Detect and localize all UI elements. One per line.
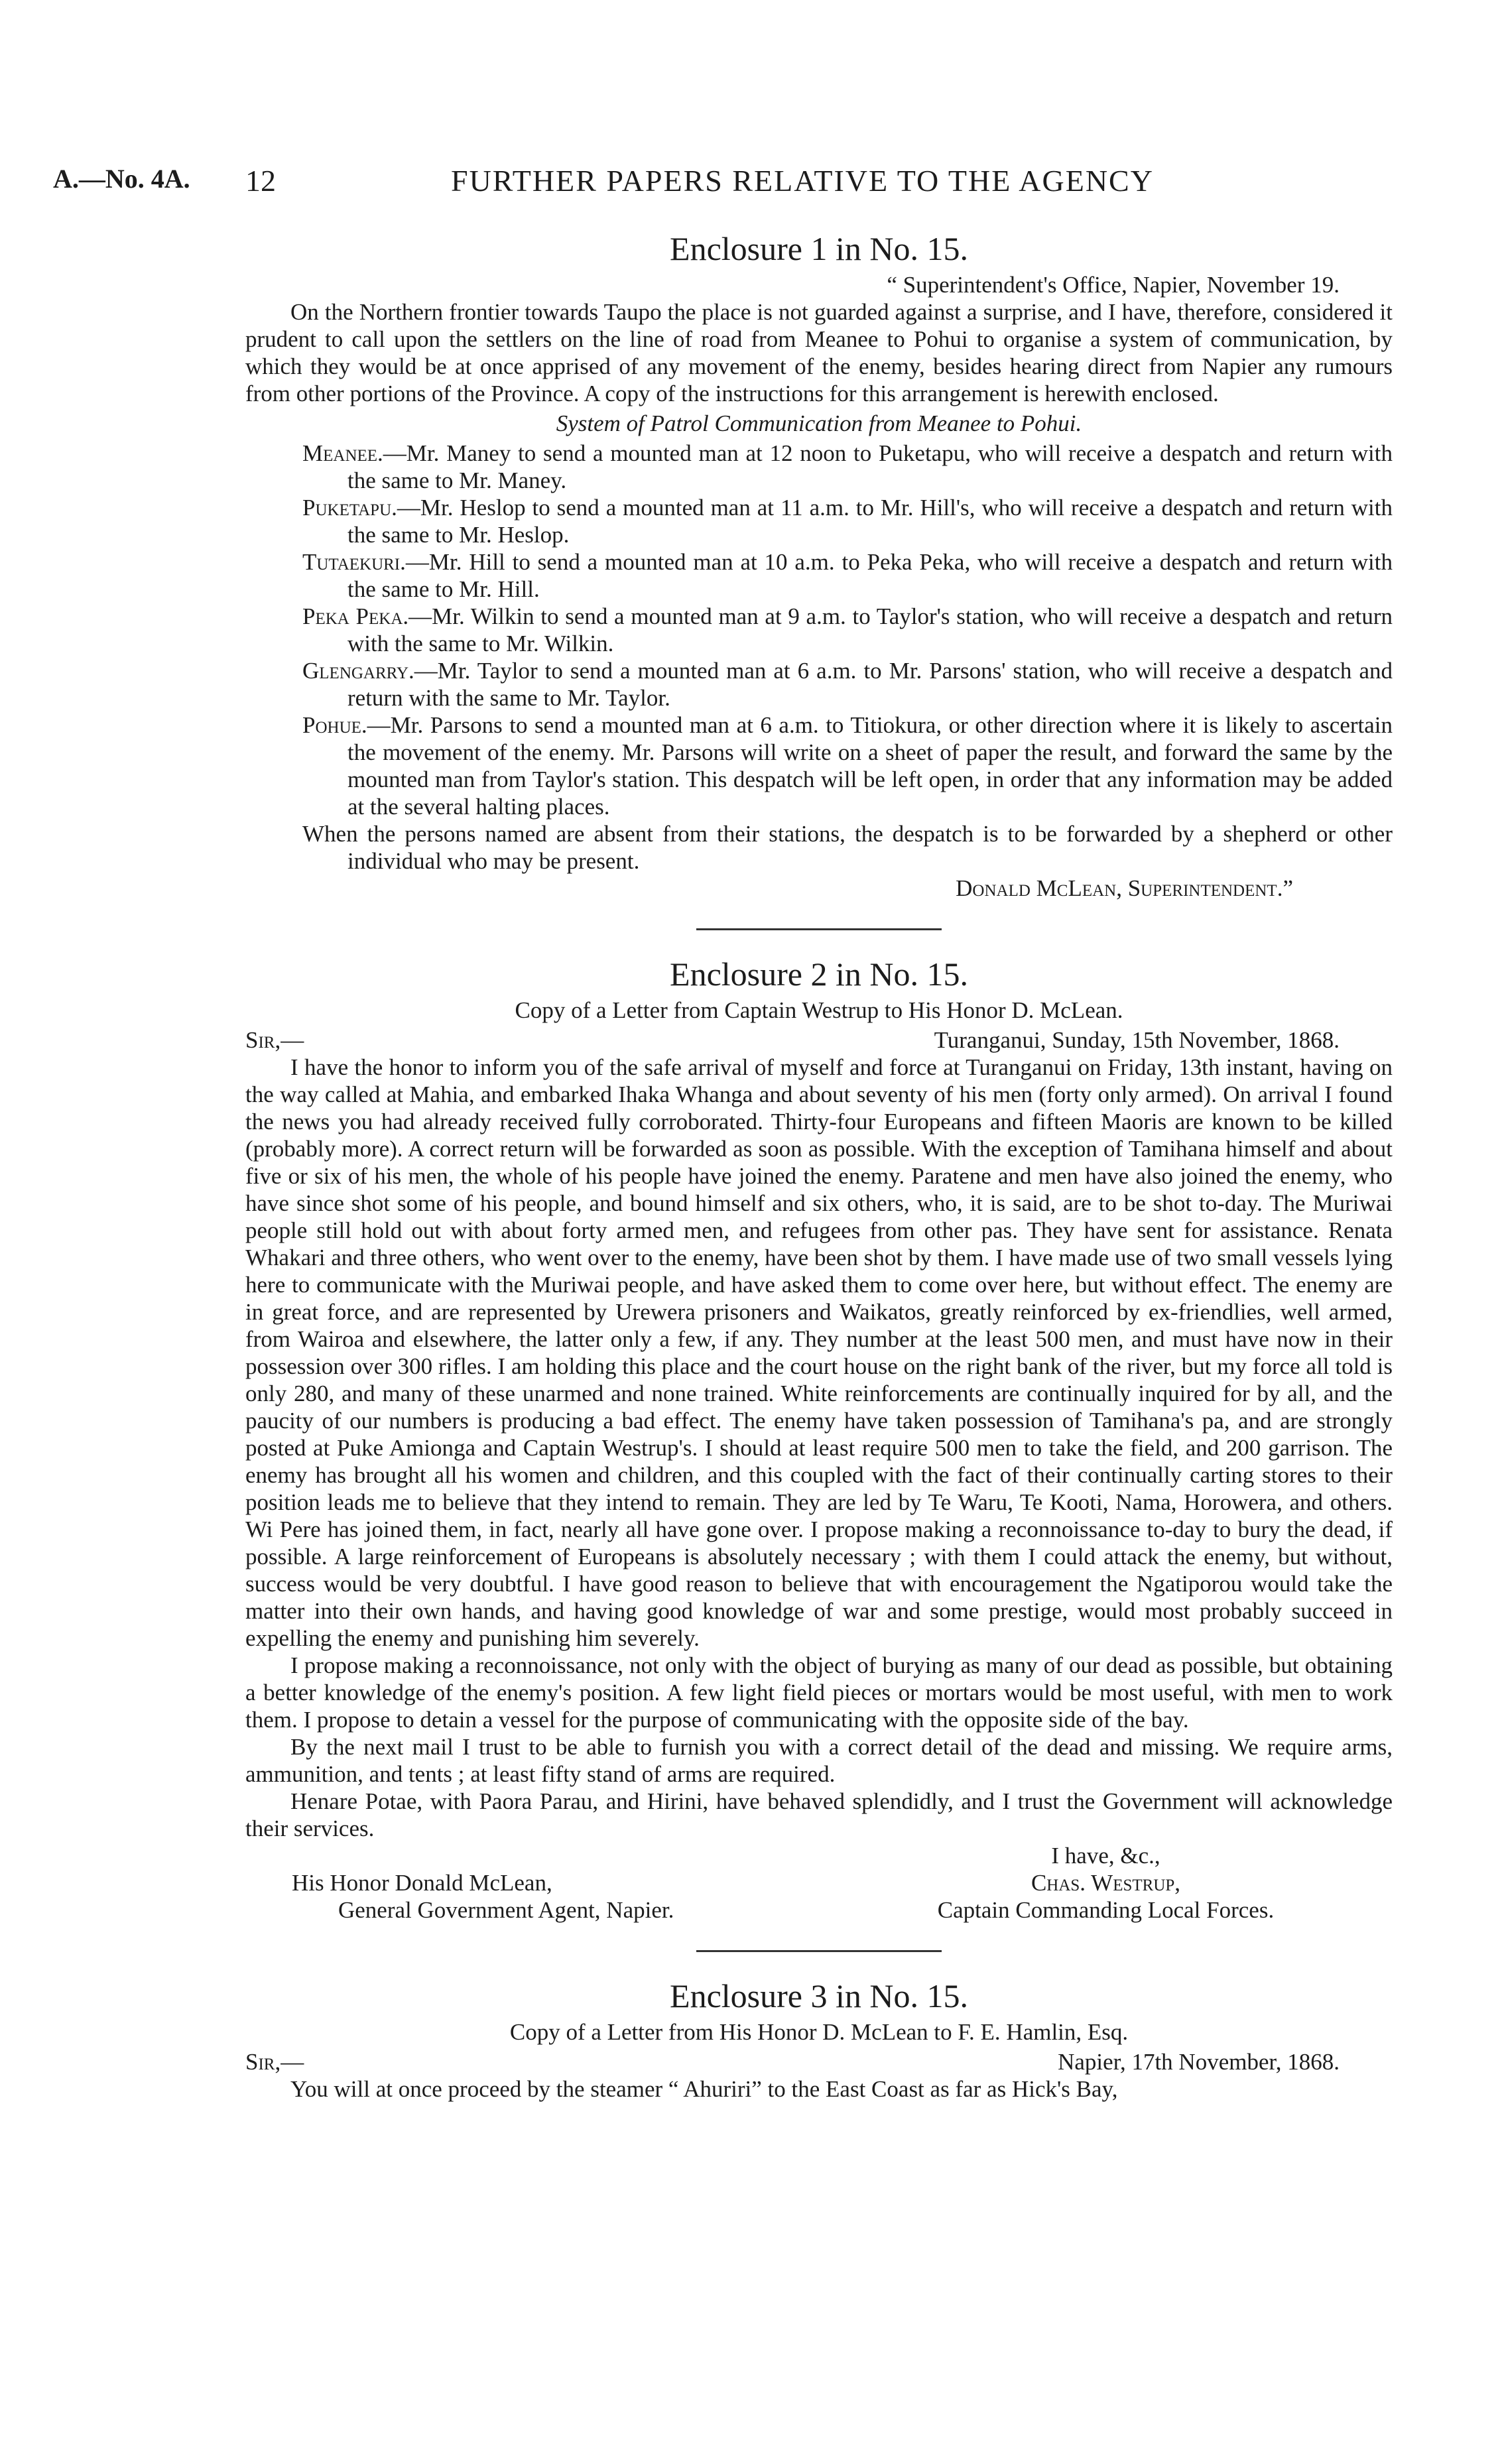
recipient-name: His Honor Donald McLean,: [292, 1870, 552, 1896]
patrol-entry: Glengarry.—Mr. Taylor to send a mounted man at 6 a.m. to Mr. Parsons' station, who will receive a despatch and return with the same to Mr. Taylor.: [302, 658, 1393, 711]
letter-paragraph: I propose making a reconnoissance, not only with the object of burying as many of our dead as possible, but obtaining a better knowledge of the enemy's position. A few light field pieces or mortars would be most useful, with men to work them. I propose to detain a vessel for the purpose of communicating with the opposite side of the bay.: [245, 1652, 1393, 1733]
section-divider: [696, 1950, 942, 1952]
closing-paragraph: When the persons named are absent from their stations, the despatch is to be forwarded by a shepherd or other individual who may be present.: [302, 821, 1393, 874]
enclosure-1-subtitle: System of Patrol Communication from Meanee to Pohui.: [556, 410, 1082, 436]
section-divider: [696, 928, 942, 930]
enclosure-2-subtitle: Copy of a Letter from Captain Westrup to His Honor D. McLean.: [515, 997, 1123, 1023]
salutation-row: [245, 2048, 1393, 2075]
patrol-entry: Peka Peka.—Mr. Wilkin to send a mounted man at 9 a.m. to Taylor's station, who will receive a despatch and return with the same to Mr. Wilkin.: [302, 603, 1393, 656]
salutation: Sir,—: [245, 1027, 304, 1053]
page-header: [53, 163, 1419, 203]
enclosure-1-title: Enclosure 1 in No. 15.: [670, 230, 968, 267]
salutation-row: [245, 1026, 1393, 1054]
patrol-entry: Tutaekuri.—Mr. Hill to send a mounted man at 10 a.m. to Peka Peka, who will receive a despatch and return with the same to Mr. Hill.: [302, 549, 1393, 602]
enclosure-3: [245, 1976, 1393, 2103]
patrol-entry: Meanee.—Mr. Maney to send a mounted man at 12 noon to Puketapu, who will receive a despatch and return with the same to Mr. Maney.: [302, 440, 1393, 493]
recipient-title: General Government Agent, Napier.: [338, 1897, 674, 1923]
letter-paragraph: By the next mail I trust to be able to furnish you with a correct detail of the dead and missing. We require arms, ammunition, and tents ; at least fifty stand of arms are required.: [245, 1734, 1393, 1787]
document-reference: A.—No. 4A.: [53, 164, 190, 194]
sender-title: Captain Commanding Local Forces.: [937, 1897, 1275, 1923]
enclosure-2: [245, 954, 1393, 1924]
patrol-entry: Pohue.—Mr. Parsons to send a mounted man at 6 a.m. to Titiokura, or other direction where it is likely to ascertain the movement of the enemy. Mr. Parsons will write on a sheet of paper the result, and forward the same by the mounted man from Taylor's station. This despatch will be left open, in order that any information may be added at the several halting places.: [302, 712, 1393, 820]
enclosure-3-title: Enclosure 3 in No. 15.: [670, 1977, 968, 2014]
patrol-entry: Puketapu.—Mr. Heslop to send a mounted man at 11 a.m. to Mr. Hill's, who will receive a despatch and return with the same to Mr. Heslop.: [302, 495, 1393, 548]
letter-paragraph: I have the honor to inform you of the safe arrival of myself and force at Turanganui on Friday, 13th instant, having on the way called at Mahia, and embarked Ihaka Whanga and about seventy of his men (forty only armed). On arrival I found the news you had already received fully corroborated. Thirty-four Europeans and fifteen Maoris are known to be killed (probably more). A correct return will be forwarded as soon as possible. With the exception of Tamihana himself and about five or six of his men, the whole of his people have joined the enemy. Paratene and men have also joined the enemy, who have since shot some of his people, and bound himself and six others, who, it is said, are to be shot to-day. The Muriwai people still hold out with about forty armed men, and refugees from other pas. They have sent for assistance. Renata Whakari and three others, who went over to the enemy, have been shot by them. I have made use of two small vessels lying here to communicate with the Muriwai people, and have asked them to come over here, but without effect. The enemy are in great force, and are represented by Urewera prisoners and Waikatos, greatly reinforced by ex-friendlies, well armed, from Wairoa and elsewhere, the latter only a few, if any. They number at the least 500 men, and must have now in their possession over 300 rifles. I am holding this place and the court house on the right bank of the river, but my force all told is only 280, and many of these unarmed and none trained. White reinforcements are continually inquired for by all, and the paucity of our numbers is producing a bad effect. The enemy have taken possession of Tamihana's pa, and are strongly posted at Puke Amionga and Captain Westrup's. I should at least require 500 men to take the field, and 200 garrison. The enemy has brought all his women and children, and this coupled with the fact of their continually carting stores to their position leads me to believe that they intend to remain. They are led by Te Waru, Te Kooti, Nama, Horowera, and others. Wi Pere has joined them, in fact, nearly all have gone over. I propose making a reconnoissance to-day to bury the dead, if possible. A large reinforcement of Europeans is absolutely necessary ; with them I could attack the enemy, but without, success would be very doubtful. I have good reason to believe that with encouragement the Ngatiporou would take the matter into their own hands, and having good knowledge of war and some prestige, would most probably succeed in expelling the enemy and punishing him severely.: [245, 1054, 1393, 1651]
letter-dateline: Turanganui, Sunday, 15th November, 1868.: [934, 1027, 1340, 1053]
enclosure-1-paragraph: On the Northern frontier towards Taupo the place is not guarded against a surprise, and I have, therefore, considered it prudent to call upon the settlers on the line of road from Meanee to Pohui to organise a system of communication, by which they would be at once apprised of any movement of the enemy, besides hearing direct from Napier any rumours from other portions of the Province. A copy of the instructions for this arrangement is herewith enclosed.: [245, 299, 1393, 406]
enclosure-2-title: Enclosure 2 in No. 15.: [670, 955, 968, 993]
sender-name: Chas. Westrup,: [1031, 1870, 1181, 1896]
page-number: 12: [245, 164, 276, 198]
letter-paragraph: You will at once proceed by the steamer “ Ahuriri” to the East Coast as far as Hick's Bay,: [290, 2076, 1118, 2102]
running-title: FURTHER PAPERS RELATIVE TO THE AGENCY: [451, 164, 1154, 198]
salutation: Sir,—: [245, 2049, 304, 2075]
enclosure-1: [245, 229, 1393, 2103]
enclosure-3-subtitle: Copy of a Letter from His Honor D. McLean to F. E. Hamlin, Esq.: [509, 2019, 1129, 2045]
letter-paragraph: Henare Potae, with Paora Parau, and Hirini, have behaved splendidly, and I trust the Government will acknowledge their services.: [245, 1788, 1393, 1841]
letter-signature-block: [245, 1842, 1393, 1924]
letter-dateline: Napier, 17th November, 1868.: [1058, 2049, 1340, 2075]
enclosure-1-dateline: “ Superintendent's Office, Napier, November 19.: [887, 272, 1340, 298]
closing-phrase: I have, &c.,: [1051, 1843, 1160, 1869]
enclosure-1-signature: Donald McLean, Superintendent.”: [956, 875, 1293, 901]
